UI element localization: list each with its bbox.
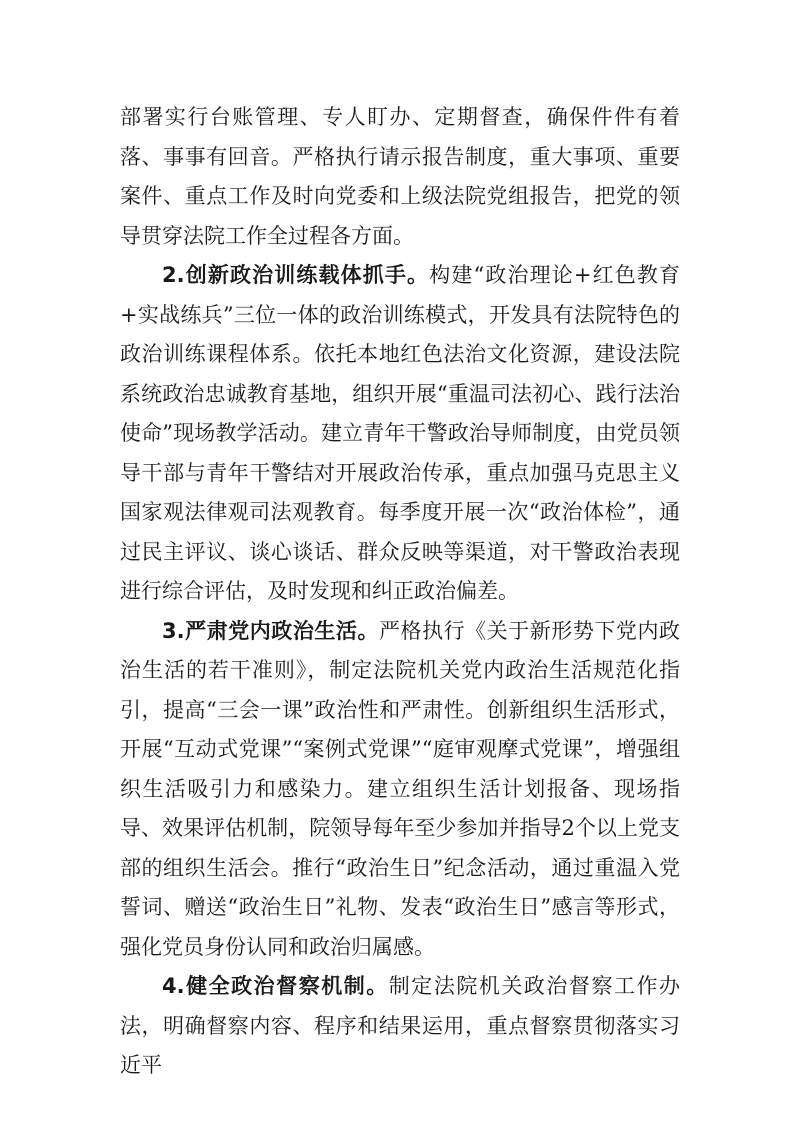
paragraph-body: 制定法院机关政治督察工作办法，明确督察内容、程序和结果运用，重点督察贯彻落实习近平 [120, 974, 681, 1077]
paragraph-heading: 2.创新政治训练载体抓手。 [162, 263, 430, 287]
paragraph-body: 严格执行《关于新形势下党内政治生活的若干准则》，制定法院机关党内政治生活规范化指引，提高“三会一课”政治性和严肃性。创新组织生活形式，开展“互动式党课”“案例式党课”“庭审观摩式党课”，增强组织生活吸引力和感染力。建立组织生活计划报备、现场指导、效果评估机制，院领导每年至少参加并指导2个以上党支部的组织生活会。推行“政治生日”纪念活动，通过重温入党誓词、赠送“政治生日”礼物、发表“政治生日”感言等形式，强化党员身份认同和政治归属感。 [120, 618, 680, 959]
paragraph-body: 部署实行台账管理、专人盯办、定期督查，确保件件有着落、事事有回音。严格执行请示报告制度，重大事项、重要案件、重点工作及时向党委和上级法院党组报告，把党的领导贯穿法院工作全过程各方面。 [120, 105, 680, 248]
paragraph-continuation [120, 98, 680, 256]
paragraph-body: 构建“政治理论+红色教育+实战练兵”三位一体的政治训练模式，开发具有法院特色的政治训练课程体系。依托本地红色法治文化资源，建设法院系统政治忠诚教育基地，组织开展“重温司法初心、践行法治使命”现场教学活动。建立青年干警政治导师制度，由党员领导干部与青年干警结对开展政治传承，重点加强马克思主义国家观法律观司法观教育。每季度开展一次“政治体检”，通过民主评议、谈心谈话、群众反映等渠道，对干警政治表现进行综合评估，及时发现和纠正政治偏差。 [120, 263, 680, 603]
paragraph-item-4 [120, 967, 680, 1086]
document-body [120, 98, 680, 1086]
paragraph-heading: 3.严肃党内政治生活。 [162, 618, 379, 643]
paragraph-item-2 [120, 256, 680, 612]
paragraph-item-3 [120, 612, 680, 968]
paragraph-heading: 4.健全政治督察机制。 [162, 974, 389, 998]
